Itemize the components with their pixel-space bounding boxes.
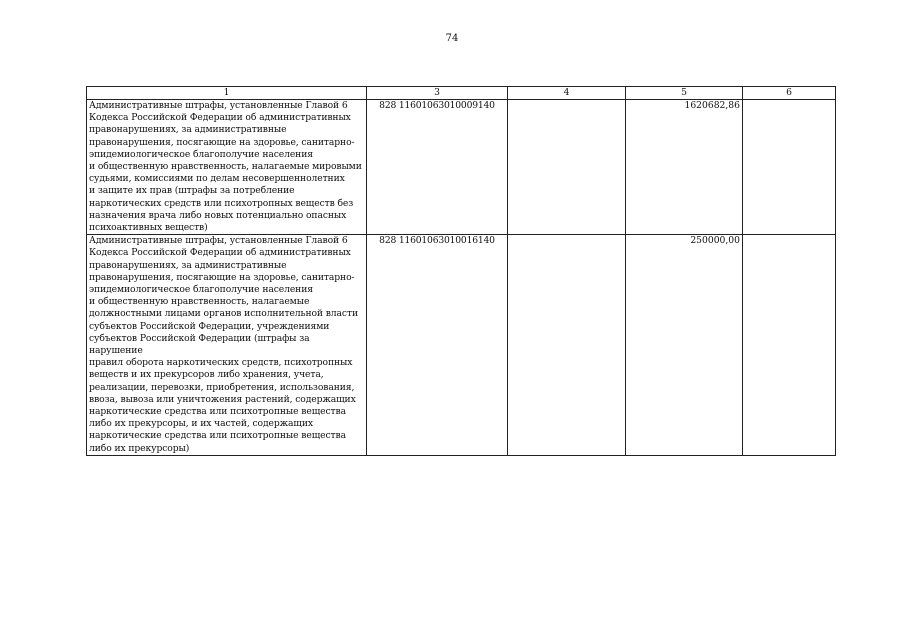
row-description: Административные штрафы, установленные Главой 6 Кодекса Российской Федерации об административных правонарушениях, за административные правонарушения, посягающие на здоровье, санитарно- эпидемиологическое благополучие населения и общественную нравственность, налагаемые мировыми судьями, комиссиями по делам несовершеннолетних и защите их прав (штрафы за потребление наркотических средств или психотропных веществ без назначения врача либо новых потенциально опасных психоактивных веществ) — [87, 100, 367, 235]
column-header-4: 4 — [508, 87, 626, 100]
row-budget-code: 828 11601063010016140 — [367, 235, 508, 456]
column-header-6: 6 — [743, 87, 836, 100]
table-row — [87, 235, 836, 456]
column-header-1: 1 — [87, 87, 367, 100]
table-header-row — [87, 87, 836, 100]
row-description: Административные штрафы, установленные Главой 6 Кодекса Российской Федерации об административных правонарушениях, за административные правонарушения, посягающие на здоровье, санитарно- эпидемиологическое благополучие населения и общественную нравственность, налагаемые должностными лицами органов исполнительной власти субъектов Российской Федерации, учреждениями субъектов Российской Федерации (штрафы за нарушение правил оборота наркотических средств, психотропных веществ и их прекурсоров либо хранения, учета, реализации, перевозки, приобретения, использования, ввоза, вывоза или уничтожения растений, содержащих наркотические средства или психотропные вещества либо их прекурсоры, и их частей, содержащих наркотические средства или психотропные вещества либо их прекурсоры) — [87, 235, 367, 456]
row-col4-cell — [508, 235, 626, 456]
column-header-5: 5 — [626, 87, 743, 100]
row-col6-cell — [743, 100, 836, 235]
row-amount: 1620682,86 — [626, 100, 743, 235]
row-col4-cell — [508, 100, 626, 235]
table-row — [87, 100, 836, 235]
column-header-3: 3 — [367, 87, 508, 100]
row-col6-cell — [743, 235, 836, 456]
row-budget-code: 828 11601063010009140 — [367, 100, 508, 235]
page-number: 74 — [445, 33, 459, 44]
row-amount: 250000,00 — [626, 235, 743, 456]
budget-table — [86, 86, 836, 456]
